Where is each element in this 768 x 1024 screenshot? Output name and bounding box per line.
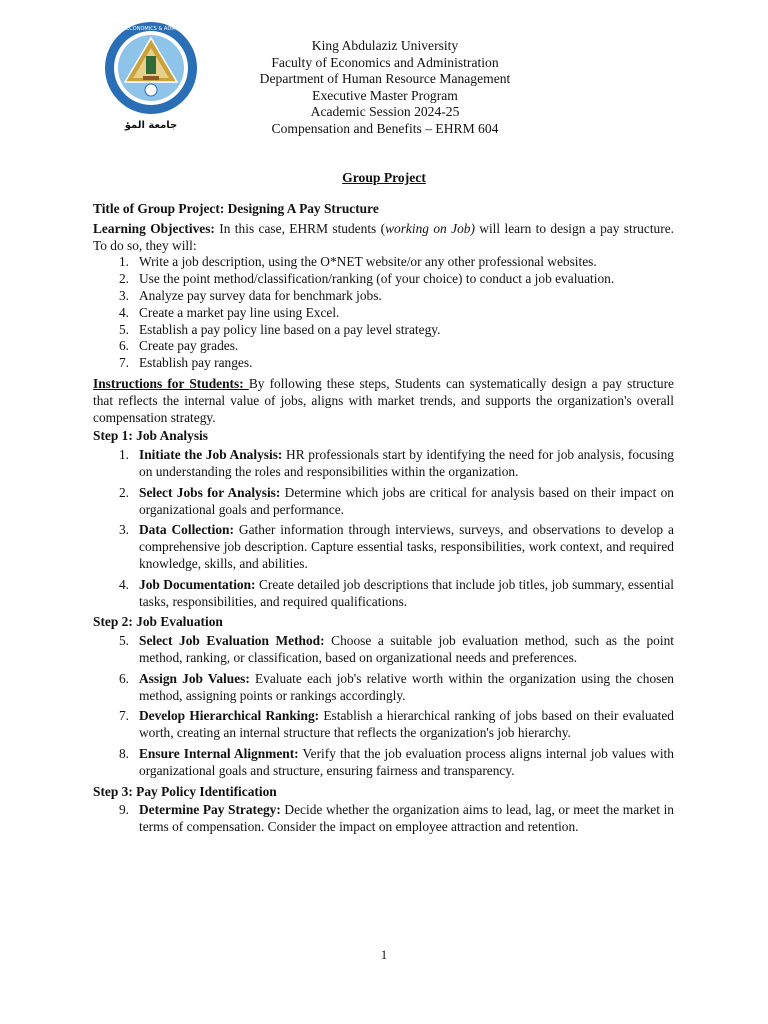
header-faculty: Faculty of Economics and Administration — [271, 54, 499, 70]
item-number: 9. — [118, 802, 129, 818]
item-label: Select Jobs for Analysis: — [139, 484, 281, 500]
instructions-label: Instructions for Students: — [93, 375, 249, 391]
item-number: 1. — [118, 254, 129, 270]
item-text: Establish pay ranges. — [139, 355, 253, 371]
item-text: Decide whether the organization aims to lead, lag, or meet the market in terms of compensation. Consider the impact on employee attraction and retention. — [139, 802, 674, 835]
item-number: 7. — [118, 355, 129, 371]
item-text: Write a job description, using the O*NET website/or any other professional websites. — [139, 254, 597, 270]
item-label: Job Documentation: — [139, 576, 256, 592]
list-item — [93, 671, 674, 705]
list-item — [93, 746, 674, 780]
list-item — [93, 802, 674, 836]
university-logo — [97, 20, 205, 138]
list-item — [93, 305, 674, 322]
item-number: 6. — [118, 338, 129, 354]
svg-text:FACULTY OF ECONOMICS & ADMINIS — [97, 26, 205, 32]
instructions-text: By following these steps, Students can systematically design a pay structure that reflects the internal value of jobs, aligns with market trends, and supports the organization's overall compensation strategy. — [93, 375, 674, 425]
list-item — [93, 633, 674, 667]
objectives-list — [93, 254, 674, 372]
item-label: Develop Hierarchical Ranking: — [139, 708, 320, 724]
item-label: Data Collection: — [139, 522, 234, 538]
item-text: HR professionals start by identifying the need for job analysis, focusing on understanding the roles and responsibilities within the organization. — [139, 447, 674, 479]
item-number: 8. — [118, 745, 129, 761]
item-text: Analyze pay survey data for benchmark jobs. — [139, 287, 382, 303]
item-text: Determine which jobs are critical for analysis based on their impact on organizational goals and performance. — [139, 484, 675, 517]
step-list — [93, 802, 674, 836]
document-header — [210, 38, 560, 138]
list-item — [93, 708, 674, 742]
project-title-line: Title of Group Project: Designing A Pay Structure — [93, 201, 379, 216]
item-text: Establish a pay policy line based on a pay level strategy. — [139, 321, 441, 337]
header-department: Department of Human Resource Management — [259, 71, 511, 87]
item-text: Verify that the job evaluation process aligns internal job values with organizational goals and structure, ensuring fairness and transparency. — [139, 745, 674, 778]
item-text: Use the point method/classification/ranking (of your choice) to conduct a job evaluation. — [139, 271, 615, 287]
page-number: 1 — [380, 948, 388, 962]
objectives-intro-b: will learn to design a pay structure. To do so, they will: — [93, 220, 674, 253]
item-number: 2. — [118, 271, 129, 287]
step-heading: Step 1: Job Analysis — [93, 428, 208, 444]
header-program: Executive Master Program — [312, 87, 458, 103]
item-number: 2. — [118, 484, 129, 500]
logo-ring-text: FACULTY OF ECONOMICS & ADMINISTRATION — [97, 26, 205, 32]
list-item — [93, 577, 674, 611]
document-body — [93, 201, 674, 840]
item-number: 5. — [118, 633, 129, 649]
item-label: Initiate the Job Analysis: — [139, 447, 283, 463]
list-item — [93, 271, 674, 288]
item-number: 1. — [118, 447, 129, 463]
instructions-paragraph — [93, 376, 674, 426]
step-heading: Step 3: Pay Policy Identification — [93, 783, 277, 799]
project-heading: Group Project — [342, 170, 426, 185]
item-label: Ensure Internal Alignment: — [139, 745, 299, 761]
item-number: 4. — [118, 304, 129, 320]
learning-objectives-paragraph — [93, 221, 674, 255]
item-text: Establish a hierarchical ranking of jobs based on their evaluated worth, creating an internal structure that reflects the organization's job hierarchy. — [139, 708, 674, 741]
university-seal-icon — [97, 20, 205, 138]
list-item — [93, 322, 674, 339]
item-number: 4. — [118, 576, 129, 592]
item-text: Create detailed job descriptions that include job titles, job summary, essential tasks, responsibilities, and required qualifications. — [139, 576, 674, 609]
step-heading: Step 2: Job Evaluation — [93, 614, 223, 630]
item-label: Determine Pay Strategy: — [139, 802, 281, 818]
list-item — [93, 355, 674, 372]
list-item — [93, 447, 674, 481]
item-text: Choose a suitable job evaluation method, such as the point method, ranking, or classification, based on organizational needs and preferences. — [139, 633, 674, 665]
item-number: 3. — [118, 287, 129, 303]
list-item — [93, 338, 674, 355]
header-university: King Abdulaziz University — [311, 38, 459, 53]
step-list — [93, 447, 674, 610]
item-label: Select Job Evaluation Method: — [139, 633, 325, 649]
objectives-intro-em: working on Job) — [385, 220, 475, 236]
item-text: Evaluate each job's relative worth within the organization using the chosen method, assigning points or rankings accordingly. — [139, 670, 674, 703]
item-number: 5. — [118, 321, 129, 337]
item-label: Assign Job Values: — [139, 670, 250, 686]
item-number: 6. — [118, 670, 129, 686]
learning-objectives-label: Learning Objectives: — [93, 220, 215, 236]
list-item — [93, 254, 674, 271]
item-text: Gather information through interviews, surveys, and observations to develop a comprehensive job description. Capture essential tasks, responsibilities, work context, and required knowledge, skills, and abilities. — [139, 522, 674, 571]
objectives-intro-a: In this case, EHRM students ( — [214, 220, 386, 236]
item-number: 3. — [118, 522, 129, 538]
header-course: Compensation and Benefits – EHRM 604 — [271, 120, 499, 136]
item-text: Create a market pay line using Excel. — [139, 304, 340, 320]
list-item — [93, 485, 674, 519]
header-session: Academic Session 2024-25 — [310, 104, 460, 120]
svg-text:جامعة المؤ — [124, 120, 178, 131]
list-item — [93, 522, 674, 572]
list-item — [93, 288, 674, 305]
step-list — [93, 633, 674, 779]
logo-arabic-text: جامعة المؤ — [124, 120, 178, 131]
item-number: 7. — [118, 708, 129, 724]
item-text: Create pay grades. — [139, 338, 239, 354]
